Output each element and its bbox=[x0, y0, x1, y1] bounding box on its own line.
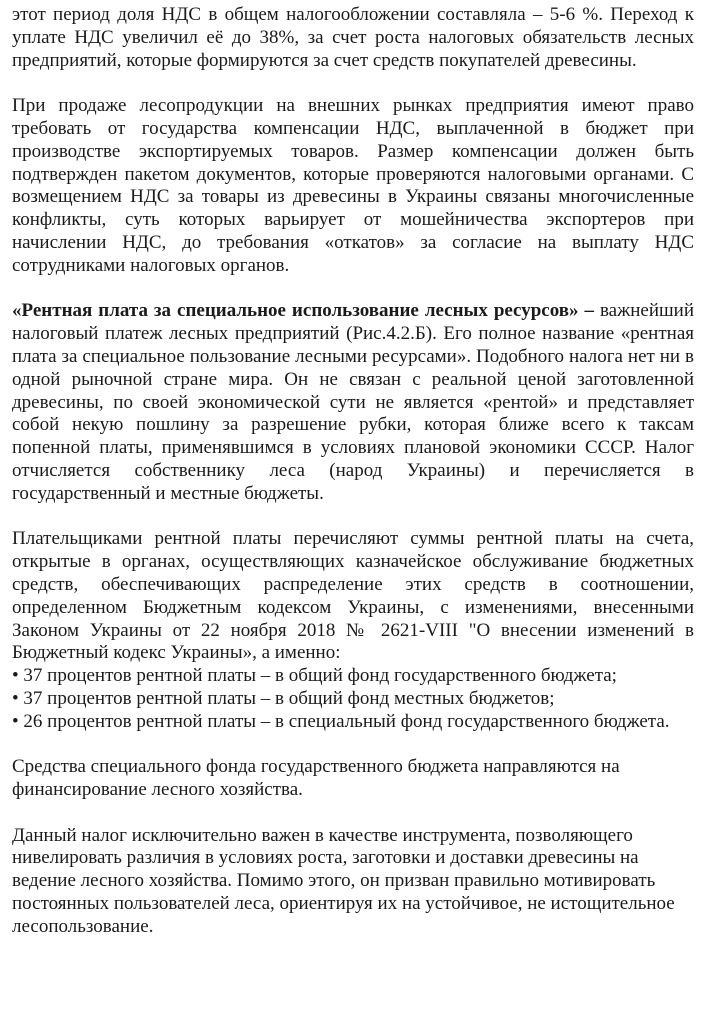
bullet-item-state-general-fund: • 37 процентов рентной платы – в общий фонд государственного бюджета; bbox=[12, 665, 617, 687]
paragraph-rent-payment bbox=[12, 300, 694, 505]
paragraph-special-fund: Средства специального фонда государственного бюджета направляются на финансирование лесного хозяйства. bbox=[12, 756, 620, 801]
paragraph-spacer bbox=[12, 734, 694, 757]
rent-payment-heading: «Рентная плата за специальное использование лесных ресурсов» – bbox=[12, 300, 594, 322]
paragraph-vat-compensation: При продаже лесопродукции на внешних рынках предприятия имеют право требовать от государства компенсации НДС, выплаченной в бюджет при производстве экспортируемых товаров. Размер компенсации должен быть подтвержден пакетом документов, которые проверяются налоговыми органами. С возмещением НДС за товары из древесины в Украины связаны многочисленные конфликты, суть которых варьирует от мошейничества экспортеров при начислении НДС, до требования «откатов» за согласие на выплату НДС сотрудниками налоговых органов. bbox=[12, 95, 694, 276]
paragraph-rent-payers: Плательщиками рентной платы перечисляют суммы рентной платы на счета, открытые в органах, осуществляющих казначейское обслуживание бюджетных средств, обеспечивающих распределение этих средств в соотношении, определенном Бюджетным кодексом Украины, с изменениями, внесенными Законом Украины от 22 ноября 2018 № 2621-VIII "О внесении изменений в Бюджетный кодекс Украины», а именно: bbox=[12, 528, 694, 664]
paragraph-spacer bbox=[12, 506, 694, 529]
paragraph-spacer bbox=[12, 802, 694, 825]
paragraph-tax-importance: Данный налог исключительно важен в качестве инструмента, позволяющего нивелировать различия в условиях роста, заготовки и доставки древесины на ведение лесного хозяйства. Помимо этого, он призван правильно мотивировать постоянных пользователей леса, ориентируя их на устойчивое, не истощительное лесопользование. bbox=[12, 824, 675, 937]
paragraph-vat-share: этот период доля НДС в общем налогообложении составляла – 5-6 %. Переход к уплате НДС увеличил её до 38%, за счет роста налоговых обязательств лесных предприятий, которые формируются за счет средств покупателей древесины. bbox=[12, 4, 694, 71]
bullet-item-special-fund: • 26 процентов рентной платы – в специальный фонд государственного бюджета. bbox=[12, 710, 670, 732]
bullet-item-local-budgets: • 37 процентов рентной платы – в общий фонд местных бюджетов; bbox=[12, 687, 555, 709]
paragraph-spacer bbox=[12, 278, 694, 301]
paragraph-spacer bbox=[12, 72, 694, 95]
document-page bbox=[12, 4, 694, 939]
rent-payment-body: важнейший налоговый платеж лесных предприятий (Рис.4.2.Б). Его полное название «рентная плата за специальное пользование лесными ресурсами». Подобного налога нет ни в одной рыночной стране мира. Он не связан с реальной ценой заготовленной древесины, по своей экономической сути не является «рентой» и представляет собой некую пошлину за разрешение рубки, которая ближе всего к таксам попенной платы, применявшимся в условиях плановой экономики СССР. Налог отчисляется собственнику леса (народ Украины) и перечисляется в государственный и местные бюджеты. bbox=[12, 300, 694, 504]
